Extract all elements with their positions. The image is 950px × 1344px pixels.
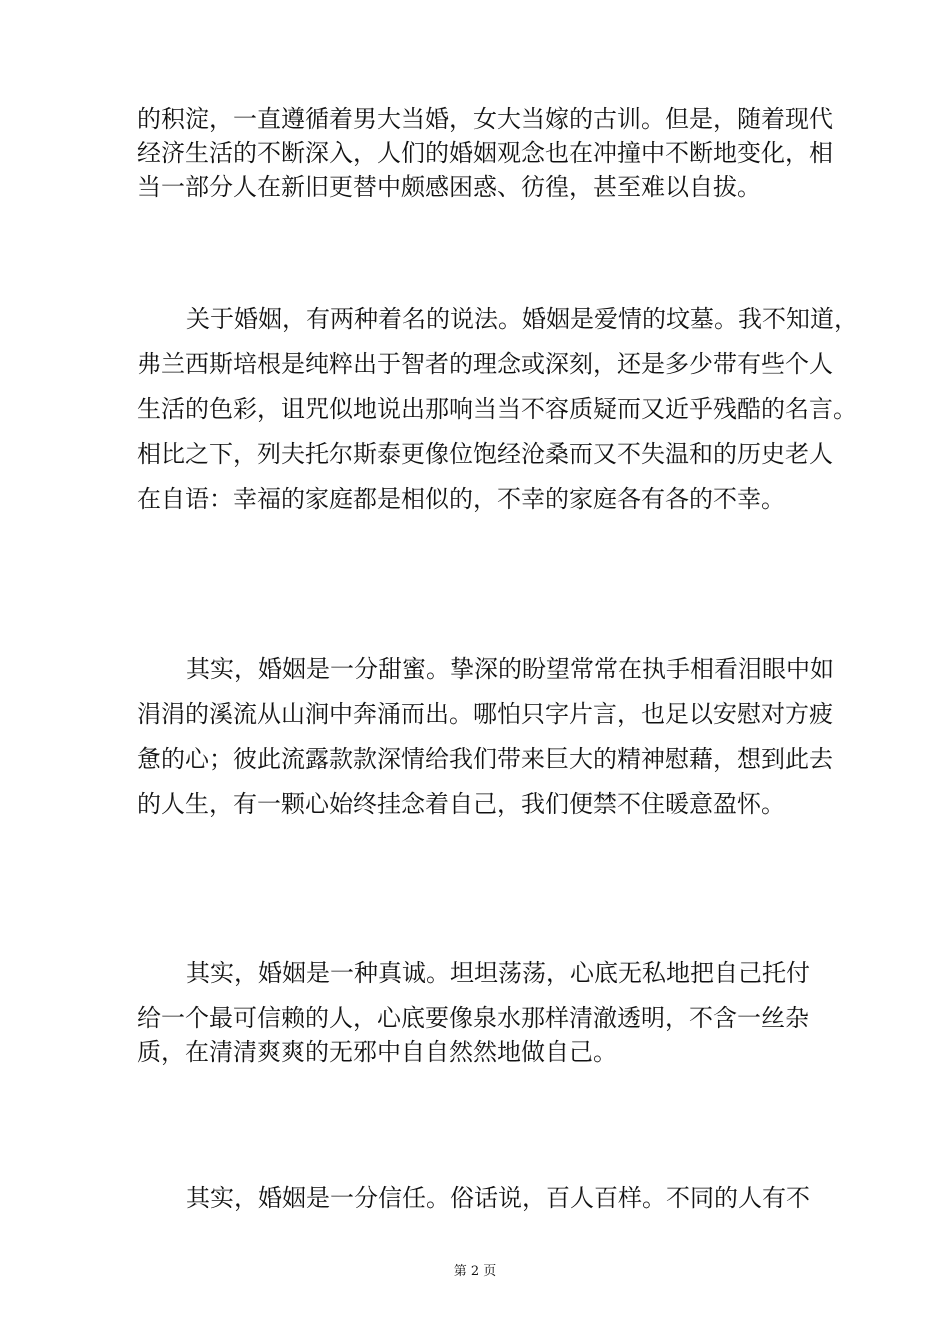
text-line: 质，在清清爽爽的无邪中自自然然地做自己。 [137,1038,617,1066]
text-line: 涓涓的溪流从山涧中奔涌而出。哪怕只字片言，也足以安慰对方疲 [137,700,833,728]
text-line: 相比之下，列夫托尔斯泰更像位饱经沧桑而又不失温和的历史老人 [137,440,833,468]
text-line: 惫的心；彼此流露款款深情给我们带来巨大的精神慰藉，想到此去 [137,745,833,773]
paragraph-5 [137,1178,837,1218]
text-line: 关于婚姻，有两种着名的说法。婚姻是爱情的坟墓。我不知道， [186,305,858,333]
text-line: 的人生，有一颗心始终挂念着自己，我们便禁不住暖意盈怀。 [137,790,785,818]
paragraph-4 [137,953,837,1069]
text-line: 其实，婚姻是一分信任。俗话说，百人百样。不同的人有不 [186,1184,810,1212]
text-line: 当一部分人在新旧更替中颇感困惑、彷徨，甚至难以自拔。 [137,173,761,201]
text-line: 其实，婚姻是一种真诚。坦坦荡荡，心底无私地把自己托付 [186,959,810,987]
text-line: 其实，婚姻是一分甜蜜。挚深的盼望常常在执手相看泪眼中如 [186,655,834,683]
paragraph-1 [137,102,837,204]
text-line: 的积淀，一直遵循着男大当婚，女大当嫁的古训。但是，随着现代 [137,105,833,133]
text-line: 弗兰西斯培根是纯粹出于智者的理念或深刻，还是多少带有些个人 [137,350,833,378]
text-line: 在自语：幸福的家庭都是相似的，不幸的家庭各有各的不幸。 [137,485,785,513]
text-line: 经济生活的不断深入，人们的婚姻观念也在冲撞中不断地变化，相 [137,139,833,167]
paragraph-3 [137,647,837,827]
text-line: 生活的色彩，诅咒似地说出那响当当不容质疑而又近乎残酷的名言。 [137,395,857,423]
text-line: 给一个最可信赖的人，心底要像泉水那样清澈透明，不含一丝杂 [137,1004,809,1032]
page-number: 第 2 页 [453,1264,497,1279]
paragraph-2 [137,297,858,522]
